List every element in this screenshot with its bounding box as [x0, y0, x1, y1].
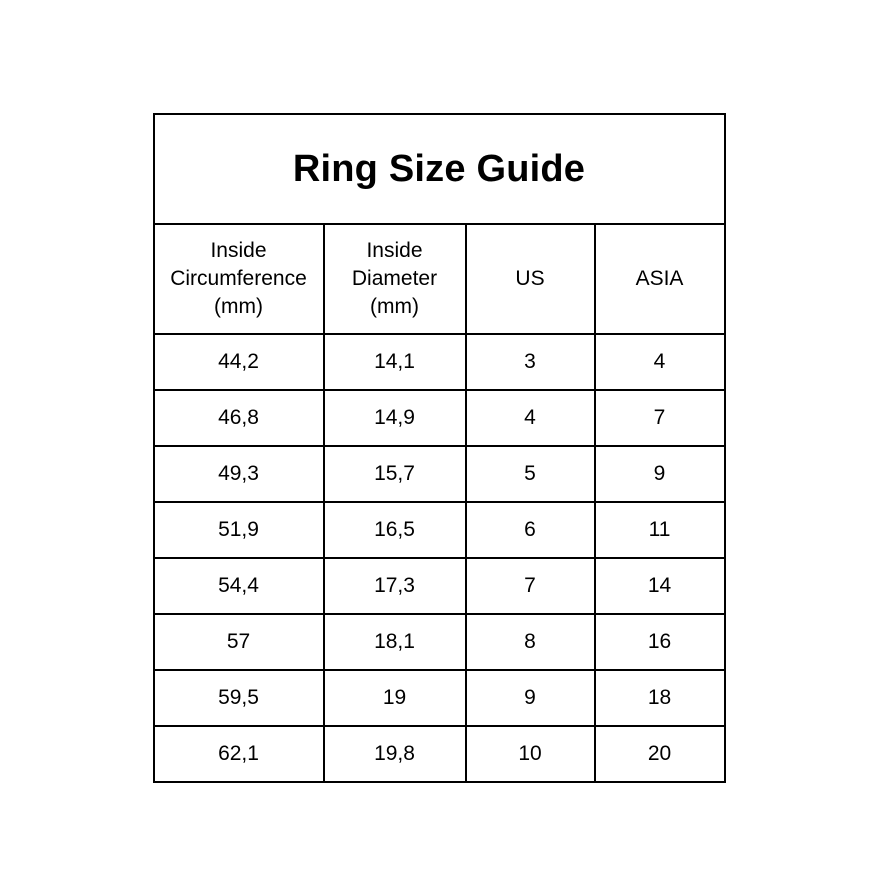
cell-asia: 18: [595, 670, 725, 726]
header-line: (mm): [214, 294, 263, 318]
table-row: [154, 502, 725, 558]
page-title: Ring Size Guide: [154, 114, 725, 224]
cell-us: 6: [466, 502, 595, 558]
cell-asia: 9: [595, 446, 725, 502]
cell-us: 3: [466, 334, 595, 390]
cell-diameter: 19: [324, 670, 466, 726]
cell-asia: 11: [595, 502, 725, 558]
column-header-inside-circumference: [154, 224, 324, 334]
cell-asia: 14: [595, 558, 725, 614]
column-header-us: US: [466, 224, 595, 334]
table-row: [154, 614, 725, 670]
title-row: [154, 114, 725, 224]
cell-us: 4: [466, 390, 595, 446]
cell-us: 10: [466, 726, 595, 782]
cell-circumference: 59,5: [154, 670, 324, 726]
cell-asia: 7: [595, 390, 725, 446]
ring-size-guide-card: [153, 113, 724, 783]
header-line: (mm): [370, 294, 419, 318]
cell-diameter: 15,7: [324, 446, 466, 502]
cell-us: 7: [466, 558, 595, 614]
column-header-asia: ASIA: [595, 224, 725, 334]
cell-asia: 4: [595, 334, 725, 390]
table-row: [154, 558, 725, 614]
header-line: Diameter: [351, 267, 438, 291]
cell-us: 8: [466, 614, 595, 670]
table-header-row: [154, 224, 725, 334]
table-row: [154, 334, 725, 390]
cell-circumference: 49,3: [154, 446, 324, 502]
header-line: Circumference: [170, 267, 307, 291]
header-line: Inside: [366, 239, 423, 263]
header-line: Inside: [210, 239, 267, 263]
cell-circumference: 44,2: [154, 334, 324, 390]
ring-size-table: [153, 113, 726, 783]
column-header-inside-diameter: [324, 224, 466, 334]
cell-us: 9: [466, 670, 595, 726]
cell-diameter: 16,5: [324, 502, 466, 558]
cell-diameter: 18,1: [324, 614, 466, 670]
cell-diameter: 19,8: [324, 726, 466, 782]
cell-diameter: 14,9: [324, 390, 466, 446]
cell-circumference: 54,4: [154, 558, 324, 614]
cell-diameter: 14,1: [324, 334, 466, 390]
cell-circumference: 62,1: [154, 726, 324, 782]
table-row: [154, 390, 725, 446]
cell-circumference: 51,9: [154, 502, 324, 558]
cell-asia: 20: [595, 726, 725, 782]
cell-us: 5: [466, 446, 595, 502]
table-row: [154, 670, 725, 726]
table-row: [154, 446, 725, 502]
cell-asia: 16: [595, 614, 725, 670]
cell-diameter: 17,3: [324, 558, 466, 614]
table-row: [154, 726, 725, 782]
cell-circumference: 46,8: [154, 390, 324, 446]
cell-circumference: 57: [154, 614, 324, 670]
